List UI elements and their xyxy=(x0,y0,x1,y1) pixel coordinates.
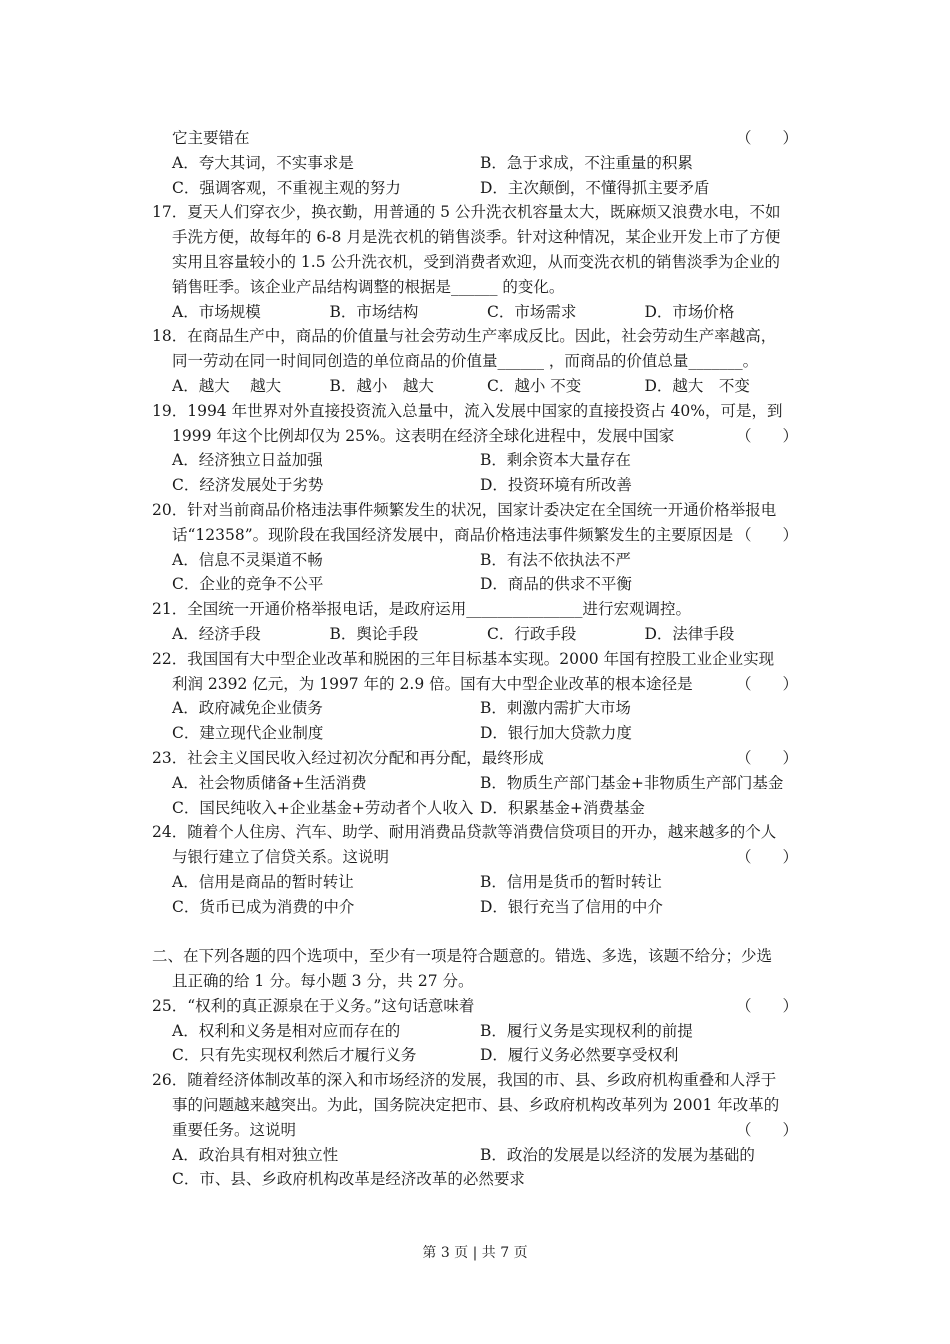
answer-paren: （ ） xyxy=(735,848,798,867)
q18-options xyxy=(152,374,802,399)
option-b: B．舆论手段 xyxy=(329,624,419,643)
question-text: 重要任务。这说明 xyxy=(172,1120,297,1139)
q24-options-row-2 xyxy=(152,895,802,920)
q19-options-row-1 xyxy=(152,448,802,473)
q26-line-3 xyxy=(152,1118,802,1143)
q20-line-1: 20．针对当前商品价格违法事件频繁发生的状况，国家计委决定在全国统一开通价格举报电 xyxy=(152,500,777,519)
q24-line-2 xyxy=(152,845,802,870)
question-text: 与银行建立了信贷关系。这说明 xyxy=(172,848,390,867)
option-c: C．越小 不变 xyxy=(487,376,582,395)
option-c: C．行政手段 xyxy=(487,624,577,643)
question-text: 它主要错在 xyxy=(172,129,250,147)
option-b: B．有法不依执法不严 xyxy=(480,550,631,569)
q18-line-2: 同一劳动在同一时间同创造的单位商品的价值量______ ，而商品的价值总量_______。 xyxy=(172,352,759,371)
answer-paren: （ ） xyxy=(735,674,798,693)
option-b: B．信用是货币的暂时转让 xyxy=(480,872,662,891)
q17-options xyxy=(152,300,802,325)
option-d: D．履行义务必然要享受权利 xyxy=(480,1046,679,1065)
option-a: A．越大 越大 xyxy=(172,376,282,395)
answer-paren: （ ） xyxy=(735,748,798,767)
answer-paren: （ ） xyxy=(735,525,798,544)
answer-paren: （ ） xyxy=(735,996,798,1015)
q22-options-row-2 xyxy=(152,721,802,746)
option-a: A．信用是商品的暂时转让 xyxy=(172,872,354,891)
section-2-heading-line-2: 且正确的给 1 分。每小题 3 分，共 27 分。 xyxy=(172,972,474,991)
option-b: B．越小 越大 xyxy=(329,376,434,395)
question-text: 23．社会主义国民收入经过初次分配和再分配，最终形成 xyxy=(152,748,544,767)
q24-line-1: 24．随着个人住房、汽车、助学、耐用消费品贷款等消费信贷项目的开办，越来越多的个人 xyxy=(152,823,777,842)
option-d: D．银行充当了信用的中介 xyxy=(480,897,663,916)
answer-paren: （ ） xyxy=(735,129,798,147)
option-a: A．市场规模 xyxy=(172,302,261,321)
q26-line-2: 事的问题越来越突出。为此，国务院决定把市、县、乡政府机构改革列为 2001 年改革的 xyxy=(172,1096,780,1115)
q17-line-1: 17．夏天人们穿衣少，换衣勤，用普通的 5 公升洗衣机容量太大，既麻烦又浪费水电，不如 xyxy=(152,203,781,222)
option-a: A．权利和义务是相对应而存在的 xyxy=(172,1021,401,1040)
page-content xyxy=(152,126,802,1192)
option-c: C．只有先实现权利然后才履行义务 xyxy=(172,1046,417,1065)
option-b: B．刺激内需扩大市场 xyxy=(480,699,631,718)
q19-line-1: 19．1994 年世界对外直接投资流入总量中，流入发展中国家的直接投资占 40%，可是，到 xyxy=(152,401,783,420)
q26-options-row-2 xyxy=(152,1167,802,1192)
q22-options-row-1 xyxy=(152,696,802,721)
q22-line-1: 22．我国国有大中型企业改革和脱困的三年目标基本实现。2000 年国有控股工业企业实现 xyxy=(152,649,775,668)
question-text: 25．“权利的真正源泉在于义务。”这句话意味着 xyxy=(152,996,475,1015)
option-c: C．市、县、乡政府机构改革是经济改革的必然要求 xyxy=(172,1170,525,1189)
option-a: A．经济独立日益加强 xyxy=(172,451,323,470)
answer-paren: （ ） xyxy=(735,1120,798,1139)
q20-options-row-2 xyxy=(152,572,802,597)
q18-line-1: 18．在商品生产中，商品的价值量与社会劳动生产率成反比。因此，社会劳动生产率越高， xyxy=(152,327,777,346)
q26-options-row-1 xyxy=(152,1143,802,1168)
q25-options-row-2 xyxy=(152,1043,802,1068)
option-b: B．剩余资本大量存在 xyxy=(480,451,631,470)
q17-line-4: 销售旺季。该企业产品结构调整的根据是______ 的变化。 xyxy=(172,277,565,296)
section-2-heading-line-1: 二、在下列各题的四个选项中，至少有一项是符合题意的。错选、多选，该题不给分；少选 xyxy=(152,947,773,966)
option-c: C．强调客观，不重视主观的努力 xyxy=(172,178,401,197)
option-c: C．货币已成为消费的中介 xyxy=(172,897,355,916)
q24-options-row-1 xyxy=(152,870,802,895)
option-a: A．政府减免企业债务 xyxy=(172,699,323,718)
option-a: A．经济手段 xyxy=(172,624,261,643)
answer-paren: （ ） xyxy=(735,426,798,445)
q20-line-2 xyxy=(152,523,802,548)
option-d: D．商品的供求不平衡 xyxy=(480,575,632,594)
option-d: D．银行加大贷款力度 xyxy=(480,724,632,743)
q25-options-row-1 xyxy=(152,1019,802,1044)
option-c: C．国民纯收入+企业基金+劳动者个人收入 xyxy=(172,798,474,817)
option-d: D．法律手段 xyxy=(644,624,735,643)
q20-options-row-1 xyxy=(152,548,802,573)
q23-options-row-2 xyxy=(152,796,802,821)
option-d: D．投资环境有所改善 xyxy=(480,476,632,495)
option-c: C．建立现代企业制度 xyxy=(172,724,324,743)
q23-options-row-1 xyxy=(152,771,802,796)
option-b: B．履行义务是实现权利的前提 xyxy=(480,1021,693,1040)
question-text: 利润 2392 亿元，为 1997 年的 2.9 倍。国有大中型企业改革的根本途径是 xyxy=(172,674,693,693)
q23-line-1 xyxy=(152,746,802,771)
option-a: A．社会物质储备+生活消费 xyxy=(172,773,367,792)
q25-line-1 xyxy=(152,994,802,1019)
q26-line-1: 26．随着经济体制改革的深入和市场经济的发展，我国的市、县、乡政府机构重叠和人浮于 xyxy=(152,1071,777,1090)
question-text: 话“12358”。现阶段在我国经济发展中，商品价格违法事件频繁发生的主要原因是 xyxy=(172,525,734,544)
q17-line-3: 实用且容量较小的 1.5 公升洗衣机，受到消费者欢迎，从而变洗衣机的销售淡季为企业的 xyxy=(172,252,781,271)
q21-line-1: 21．全国统一开通价格举报电话，是政府运用_______________进行宏观调控。 xyxy=(152,600,691,619)
option-c: C．经济发展处于劣势 xyxy=(172,476,324,495)
q19-options-row-2 xyxy=(152,473,802,498)
option-d: D．主次颠倒，不懂得抓主要矛盾 xyxy=(480,178,710,197)
option-b: B．市场结构 xyxy=(329,302,419,321)
question-text: 1999 年这个比例却仅为 25%。这表明在经济全球化进程中，发展中国家 xyxy=(172,426,675,445)
spacer xyxy=(152,920,802,945)
option-a: A．政治具有相对独立性 xyxy=(172,1145,339,1164)
q22-line-2 xyxy=(152,672,802,697)
option-c: C．企业的竞争不公平 xyxy=(172,575,324,594)
option-d: D．积累基金+消费基金 xyxy=(480,798,645,817)
option-a: A．信息不灵渠道不畅 xyxy=(172,550,323,569)
option-b: B．政治的发展是以经济的发展为基础的 xyxy=(480,1145,755,1164)
option-d: D．市场价格 xyxy=(644,302,735,321)
option-c: C．市场需求 xyxy=(487,302,577,321)
q16-options-row-2 xyxy=(152,176,802,201)
option-a: A．夸大其词，不实事求是 xyxy=(172,153,354,172)
q17-line-2: 手洗方便，故每年的 6-8 月是洗衣机的销售淡季。针对这种情况，某企业开发上市了方便 xyxy=(172,228,781,247)
option-d: D．越大 不变 xyxy=(644,376,750,395)
option-b: B．物质生产部门基金+非物质生产部门基金 xyxy=(480,773,784,792)
page-number-footer: 第 3 页 | 共 7 页 xyxy=(422,1245,528,1261)
q16-stem-tail xyxy=(152,126,802,151)
option-b: B．急于求成，不注重量的积累 xyxy=(480,153,693,172)
q16-options-row-1 xyxy=(152,151,802,176)
q19-line-2 xyxy=(152,424,802,449)
q21-options xyxy=(152,622,802,647)
